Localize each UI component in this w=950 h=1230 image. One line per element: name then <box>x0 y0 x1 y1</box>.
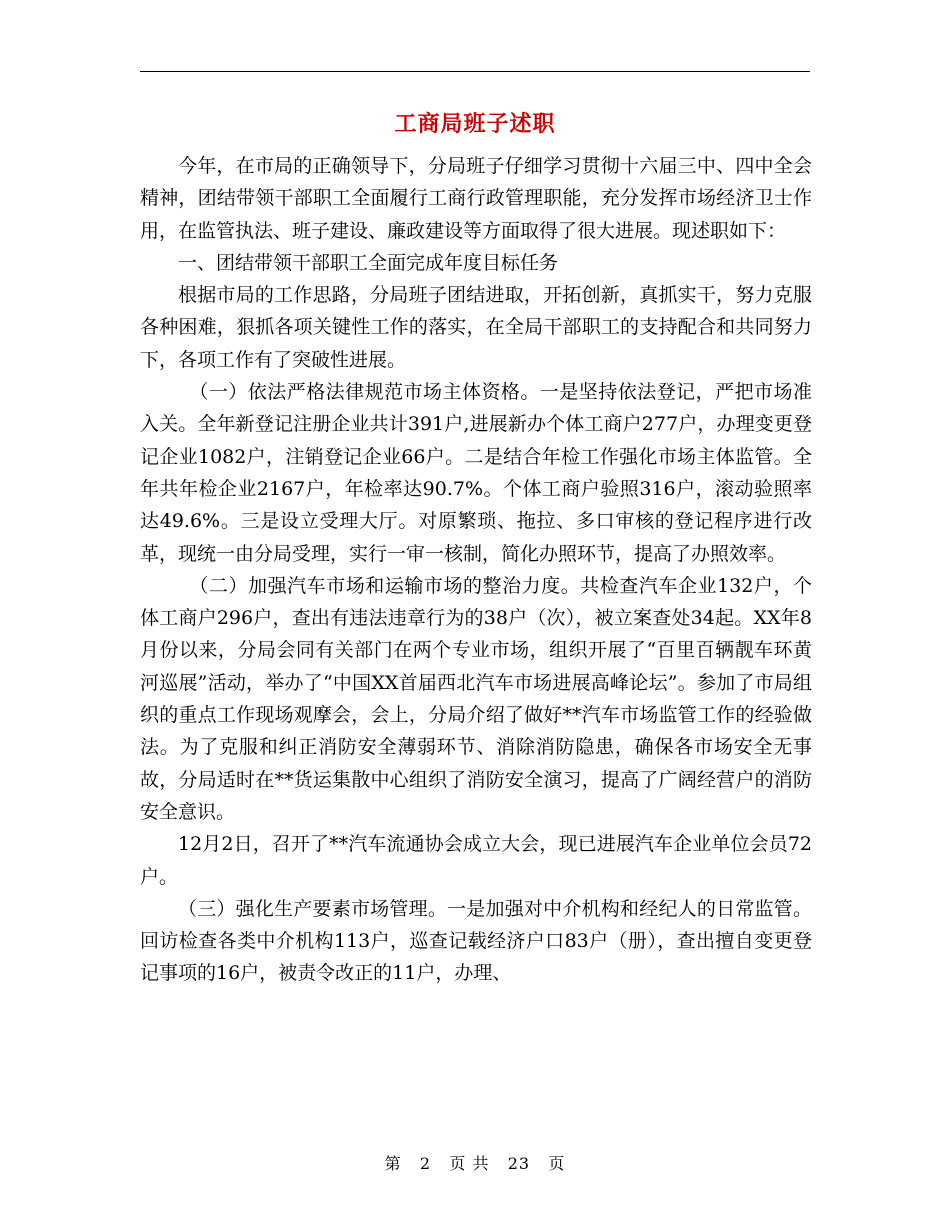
footer-suffix: 页 <box>548 1154 566 1173</box>
header-rule <box>140 71 810 72</box>
page-footer <box>140 1152 810 1176</box>
footer-page-number: 2 <box>419 1154 432 1173</box>
document-title: 工商局班子述职 <box>394 111 556 137</box>
footer-prefix: 第 <box>384 1154 402 1173</box>
paragraph-item-1: （一）依法严格法律规范市场主体资格。一是坚持依法登记，严把市场准入关。全年新登记注册企业共计391户,进展新办个体工商户277户，办理变更登记企业1082户，注销登记企业66户。二是结合年检工作强化市场主体监管。全年共年检企业2167户，年检率达90.7%。个体工商户验照316户，滚动验照率达49.6%。三是设立受理大厅。对原繁琐、拖拉、多口审核的登记程序进行改革，现统一由分局受理，实行一审一核制，简化办照环节，提高了办照效率。 <box>140 381 812 565</box>
document-body <box>140 150 812 990</box>
section-heading-1: 一、团结带领干部职工全面完成年度目标任务 <box>178 251 559 274</box>
paragraph-overview: 根据市局的工作思路，分局班子团结进取，开拓创新，真抓实干，努力克服各种困难，狠抓各项关键性工作的落实，在全局干部职工的支持配合和共同努力下，各项工作有了突破性进展。 <box>140 284 812 371</box>
paragraph-item-2: （二）加强汽车市场和运输市场的整治力度。共检查汽车企业132户，个体工商户296户，查出有违法违章行为的38户（次），被立案查处34起。XX年8月份以来，分局会同有关部门在两个专业市场，组织开展了“百里百辆靓车环黄河巡展”活动，举办了“中国XX首届西北汽车市场进展高峰论坛”。参加了市局组织的重点工作现场观摩会，会上，分局介绍了做好**汽车市场监管工作的经验做法。为了克服和纠正消防安全薄弱环节、消除消防隐患，确保各市场安全无事故，分局适时在**货运集散中心组织了消防安全演习，提高了广阔经营户的消防安全意识。 <box>140 574 812 823</box>
paragraph-item-3: （三）强化生产要素市场管理。一是加强对中介机构和经纪人的日常监管。回访检查各类中介机构113户，巡查记载经济户口83户（册），查出擅自变更登记事项的16户，被责令改正的11户，办理、 <box>140 897 812 985</box>
paragraph-intro: 今年，在市局的正确领导下，分局班子仔细学习贯彻十六届三中、四中全会精神，团结带领干部职工全面履行工商行政管理职能，充分发挥市场经济卫士作用，在监管执法、班子建设、廉政建设等方面取得了很大进展。现述职如下： <box>140 155 812 242</box>
paragraph-association: 12月2日，召开了**汽车流通协会成立大会，现已进展汽车企业单位会员72户。 <box>140 833 812 888</box>
footer-total-pages: 23 <box>507 1154 531 1173</box>
footer-middle: 页 共 <box>449 1154 490 1173</box>
